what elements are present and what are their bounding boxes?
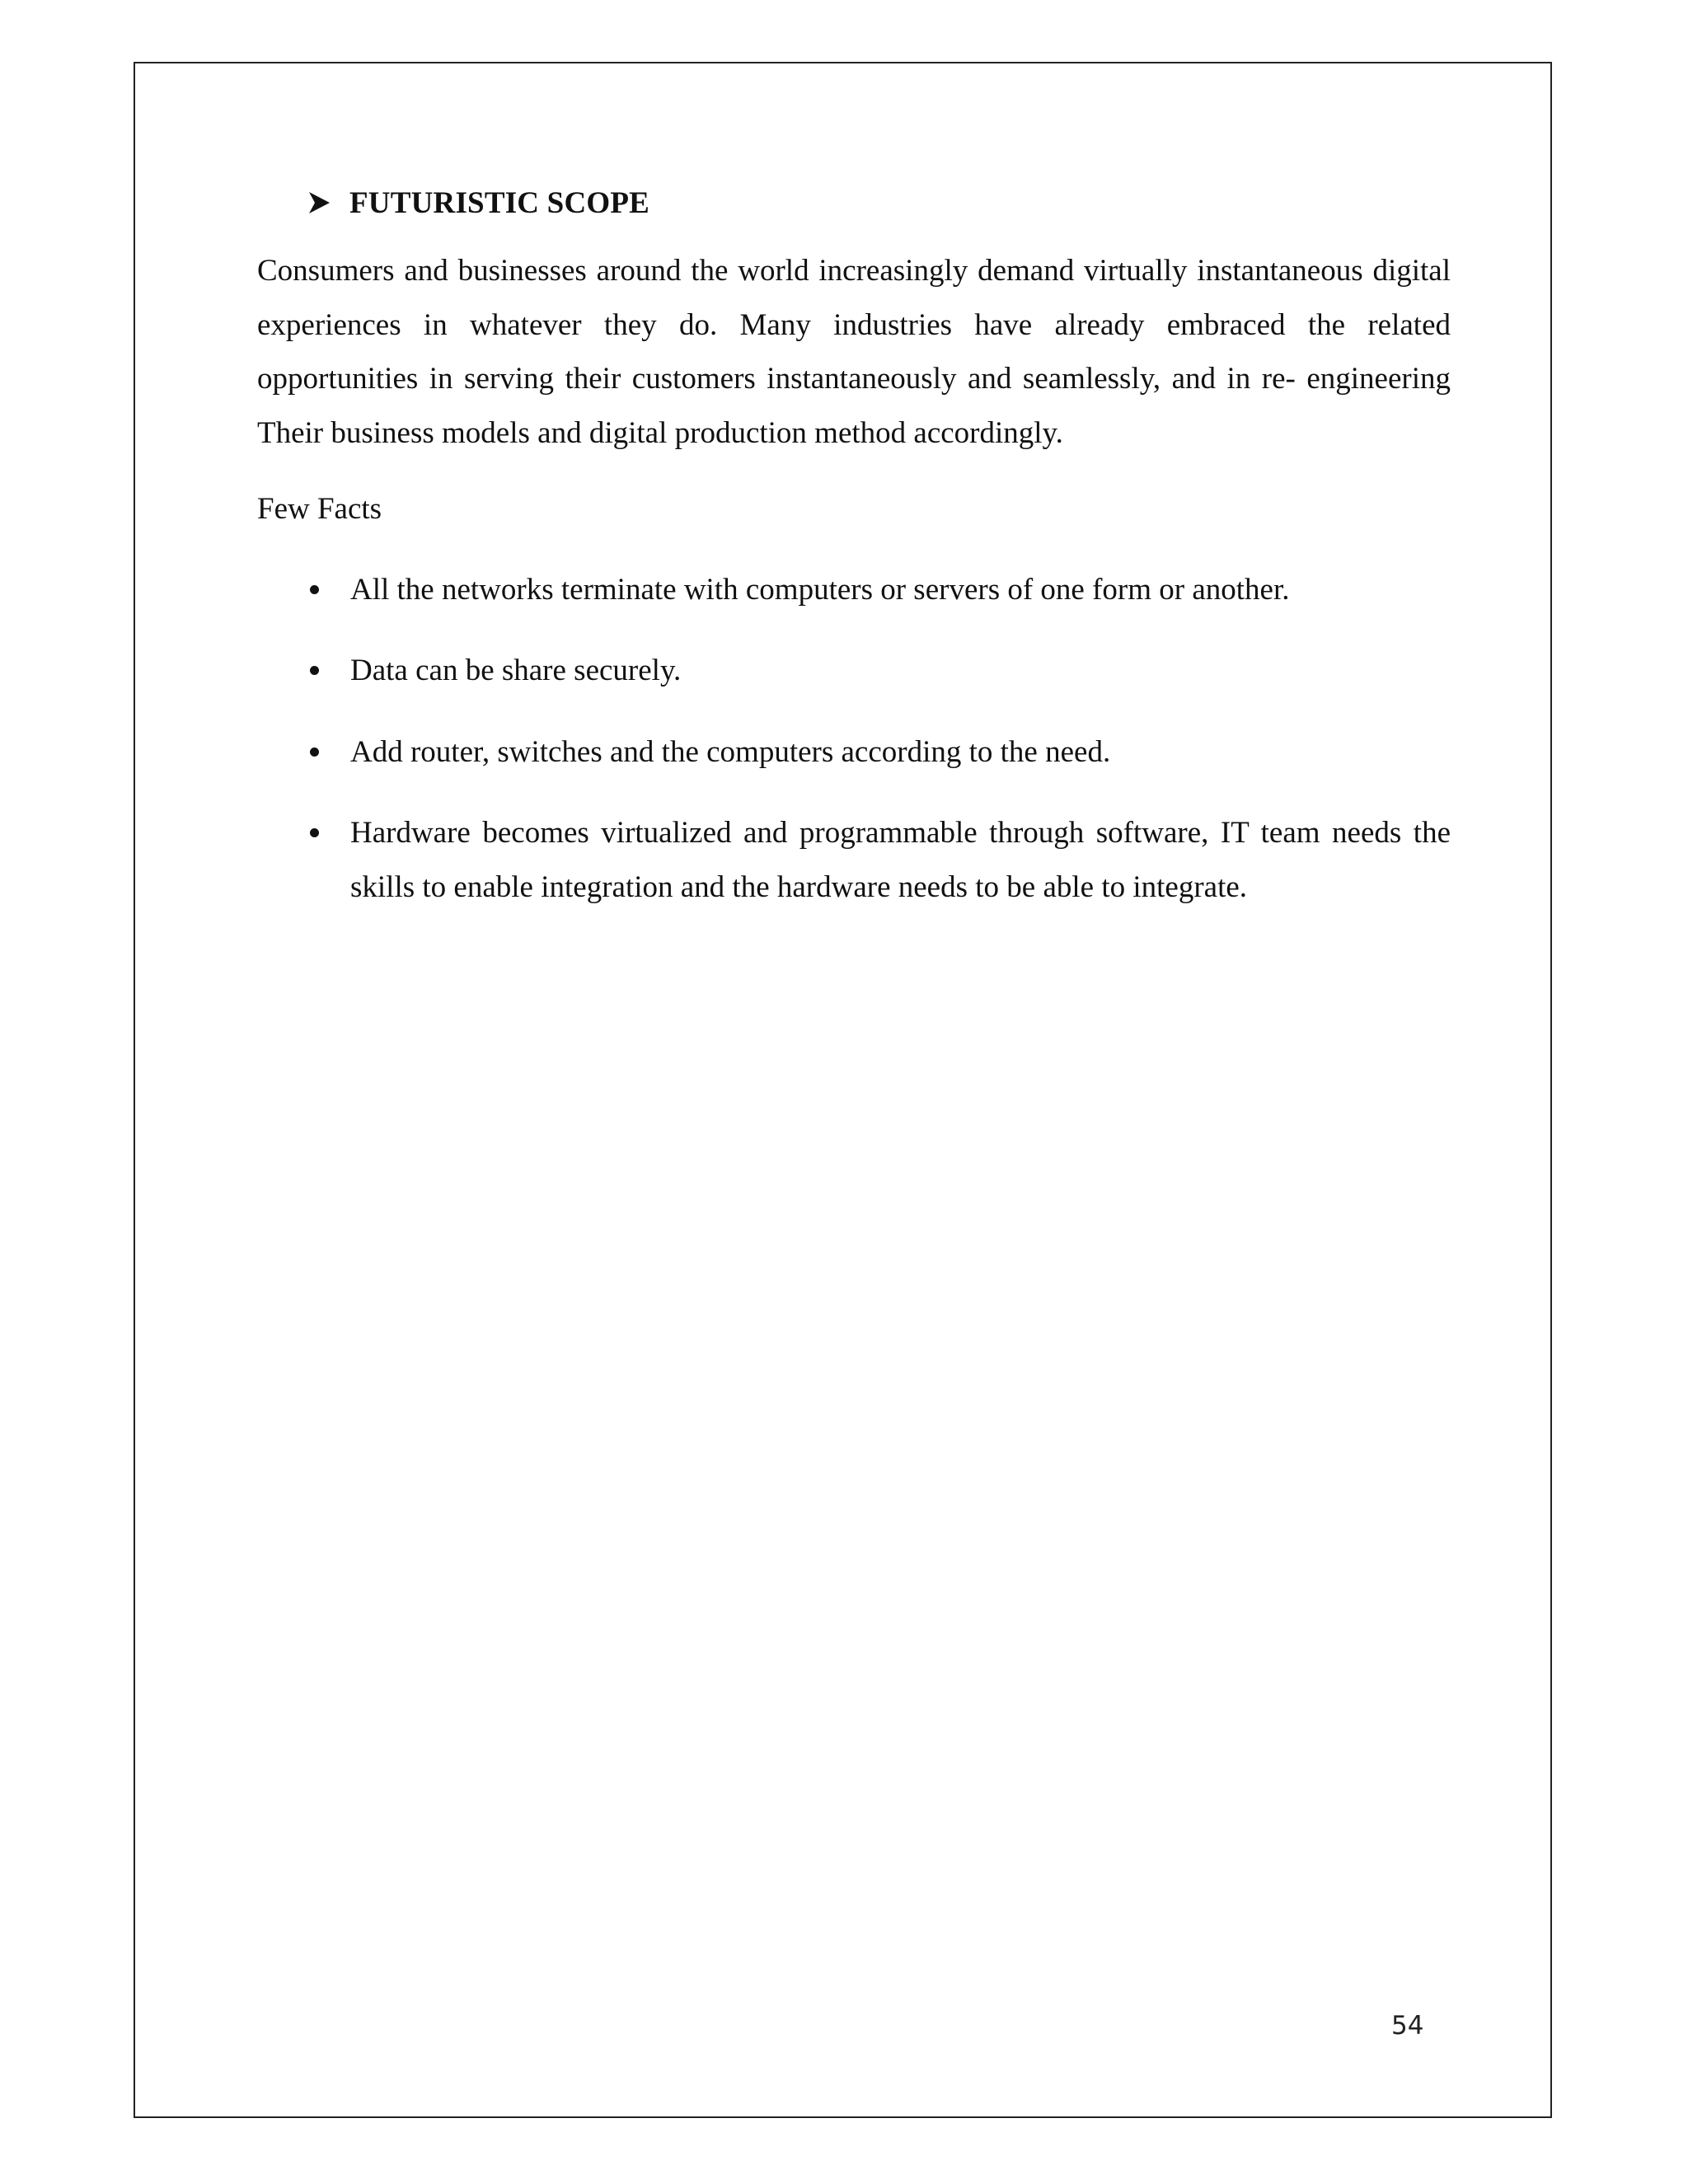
facts-list	[257, 563, 1451, 915]
list-item	[257, 725, 1451, 780]
list-item-text: Hardware becomes virtualized and programmable through software, IT team needs the skills to enable integration and the hardware needs to be able to integrate.	[350, 816, 1451, 904]
facts-label: Few Facts	[257, 492, 382, 526]
intro-paragraph: Consumers and businesses around the world increasingly demand virtually instantaneous digital experiences in whatever they do. Many industries have already embraced the related opportunities in serving their customers instantaneously and seamlessly, and in re- engineering Their business models and digital production method accordingly.	[257, 254, 1451, 450]
list-item-text: Add router, switches and the computers according to the need.	[350, 734, 1111, 769]
page-content	[257, 173, 1451, 941]
bullet-icon	[310, 748, 319, 757]
section-heading	[307, 173, 1451, 232]
bullet-icon	[310, 666, 319, 675]
list-item	[257, 563, 1451, 617]
list-item-text: All the networks terminate with computers or servers of one form or another.	[350, 572, 1290, 607]
arrowhead-bullet-icon	[307, 190, 331, 215]
bullet-icon	[310, 585, 319, 594]
section-title: FUTURISTIC SCOPE	[349, 185, 650, 220]
page-number: 54	[1391, 2011, 1424, 2041]
list-item-text: Data can be share securely.	[350, 654, 682, 687]
bullet-icon	[310, 828, 319, 837]
list-item	[257, 644, 1451, 698]
list-item	[257, 806, 1451, 914]
